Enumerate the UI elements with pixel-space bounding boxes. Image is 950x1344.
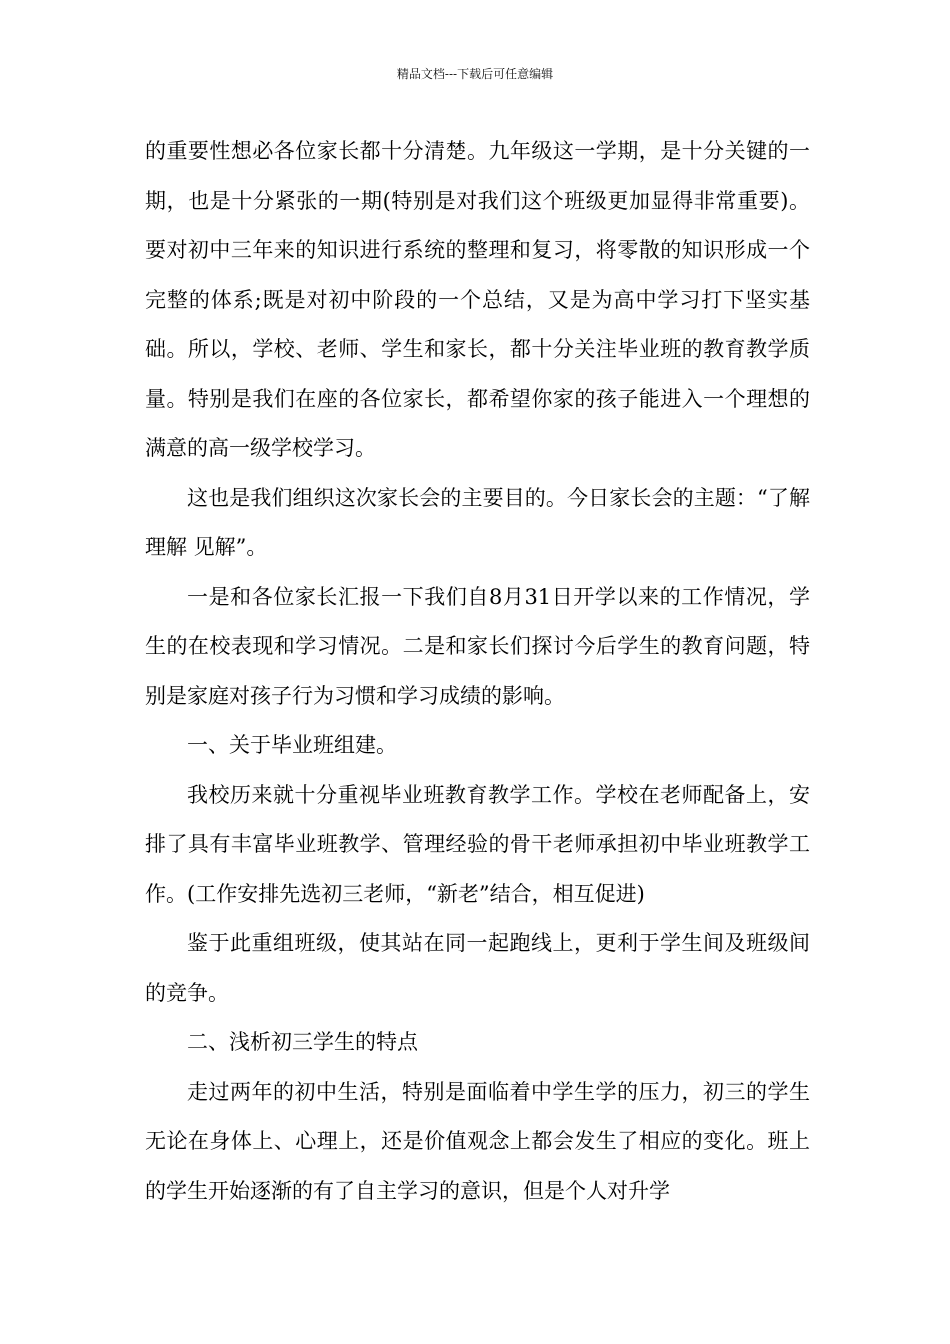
paragraph-6: 走过两年的初中生活，特别是面临着中学生学的压力，初三的学生无论在身体上、心理上，还是价值观念上都会发生了相应的变化。班上的学生开始逐渐的有了自主学习的意识，但是个人对升学 — [145, 1079, 810, 1203]
page-header: 精品文档---下载后可任意编辑 — [396, 67, 554, 81]
section-heading-1: 一、关于毕业班组建。 — [187, 733, 397, 757]
paragraph-5: 鉴于此重组班级，使其站在同一起跑线上，更利于学生间及班级间的竞争。 — [145, 931, 810, 1005]
paragraph-2: 这也是我们组织这次家长会的主要目的。今日家长会的主题：“了解 理解 见解”。 — [145, 485, 810, 559]
paragraph-3: 一是和各位家长汇报一下我们自8月31日开学以来的工作情况，学生的在校表现和学习情况。二是和家长们探讨今后学生的教育问题，特别是家庭对孩子行为习惯和学习成绩的影响。 — [145, 584, 810, 708]
paragraph-1: 的重要性想必各位家长都十分清楚。九年级这一学期，是十分关键的一期，也是十分紧张的一期(特别是对我们这个班级更加显得非常重要)。要对初中三年来的知识进行系统的整理和复习，将零散的知识形成一个完整的体系;既是对初中阶段的一个总结，又是为高中学习打下坚实基础。所以，学校、老师、学生和家长，都十分关注毕业班的教育教学质量。特别是我们在座的各位家长，都希望你家的孩子能进入一个理想的满意的高一级学校学习。 — [145, 139, 810, 460]
section-heading-2: 二、浅析初三学生的特点 — [187, 1030, 418, 1054]
paragraph-4: 我校历来就十分重视毕业班教育教学工作。学校在老师配备上，安排了具有丰富毕业班教学、管理经验的骨干老师承担初中毕业班教学工作。(工作安排先选初三老师，“新老”结合，相互促进) — [145, 782, 810, 906]
document-body — [145, 127, 810, 1216]
